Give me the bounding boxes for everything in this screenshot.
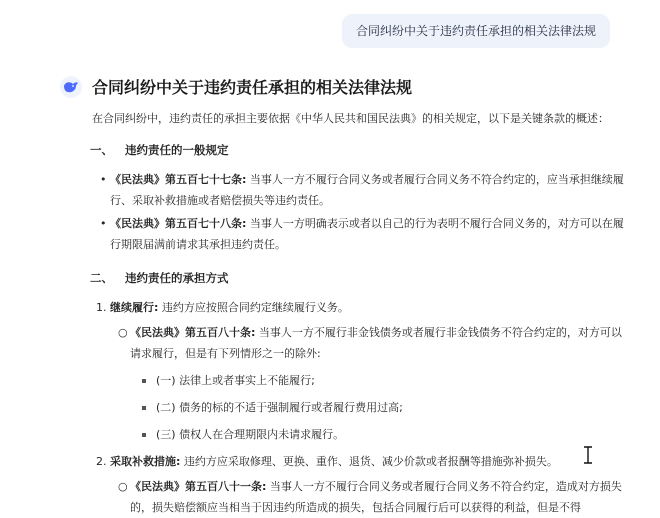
law-text: 当事人一方不履行合同义务或者履行合同义务不符合约定，造成对方损失的，损失赔偿额应当相当于因违约所造成的损失，包括合同履行后可以获得的利益，但是不得 [130, 480, 622, 514]
bullet-dot-icon: • [100, 173, 107, 186]
square-bullet-icon [142, 379, 146, 383]
law-text: 当事人一方明确表示或者以自己的行为表明不履行合同义务的，对方可以在履行期限届满前请求其承担违约责任。 [110, 217, 624, 251]
answer-title: 合同纠纷中关于违约责任承担的相关法律法规 [92, 78, 413, 97]
section-heading [90, 267, 632, 289]
section-general-provisions [92, 139, 632, 255]
law-text: 当事人一方不履行非金钱债务或者履行非金钱债务不符合约定的，对方可以请求履行，但是有下列情形之一的除外: [130, 326, 622, 360]
item-number: 1. [96, 301, 107, 314]
item-label: 继续履行: [110, 301, 159, 314]
sub-list-item [92, 476, 632, 518]
bullet-dot-icon: • [100, 217, 107, 230]
square-bullet-icon [142, 433, 146, 437]
item-text: 违约方应按照合同约定继续履行义务。 [158, 301, 349, 314]
exception-item [92, 370, 632, 391]
section-title: 违约责任的一般规定 [125, 143, 229, 157]
item-number: 2. [96, 455, 107, 468]
circle-bullet-icon: ○ [118, 326, 128, 339]
ordered-list-item [92, 297, 632, 318]
sub-list-item [92, 322, 632, 364]
exception-item [92, 397, 632, 418]
list-item [92, 169, 632, 211]
section-liability-methods [92, 267, 632, 518]
exception-item [92, 424, 632, 445]
text-cursor-icon [582, 446, 594, 464]
ordered-list-item [92, 451, 632, 472]
item-text: 违约方应采取修理、更换、重作、退货、减少价款或者报酬等措施弥补损失。 [180, 455, 558, 468]
exception-text: (二) 债务的标的不适于强制履行或者履行费用过高; [156, 401, 403, 414]
section-heading [90, 139, 632, 161]
user-message-bubble: 合同纠纷中关于违约责任承担的相关法律法规 [342, 14, 610, 48]
law-citation: 《民法典》第五百七十八条: [110, 217, 247, 230]
section-number: 二、 [90, 271, 113, 285]
square-bullet-icon [142, 406, 146, 410]
item-label: 采取补救措施: [110, 455, 181, 468]
assistant-avatar-icon [60, 76, 82, 98]
exception-text: (三) 债权人在合理期限内未请求履行。 [156, 428, 345, 441]
law-citation: 《民法典》第五百八十一条: [130, 480, 267, 493]
law-citation: 《民法典》第五百七十七条: [110, 173, 247, 186]
answer-intro: 在合同纠纷中，违约责任的承担主要依据《中华人民共和国民法典》的相关规定，以下是关键条款的概述： [92, 112, 609, 125]
section-number: 一、 [90, 143, 113, 157]
law-citation: 《民法典》第五百八十条: [130, 326, 256, 339]
law-text: 当事人一方不履行合同义务或者履行合同义务不符合约定的，应当承担继续履行、采取补救措施或者赔偿损失等违约责任。 [110, 173, 624, 207]
circle-bullet-icon: ○ [118, 480, 128, 493]
exception-text: (一) 法律上或者事实上不能履行; [156, 374, 315, 387]
section-title: 违约责任的承担方式 [125, 271, 229, 285]
assistant-answer [92, 76, 632, 518]
list-item [92, 213, 632, 255]
